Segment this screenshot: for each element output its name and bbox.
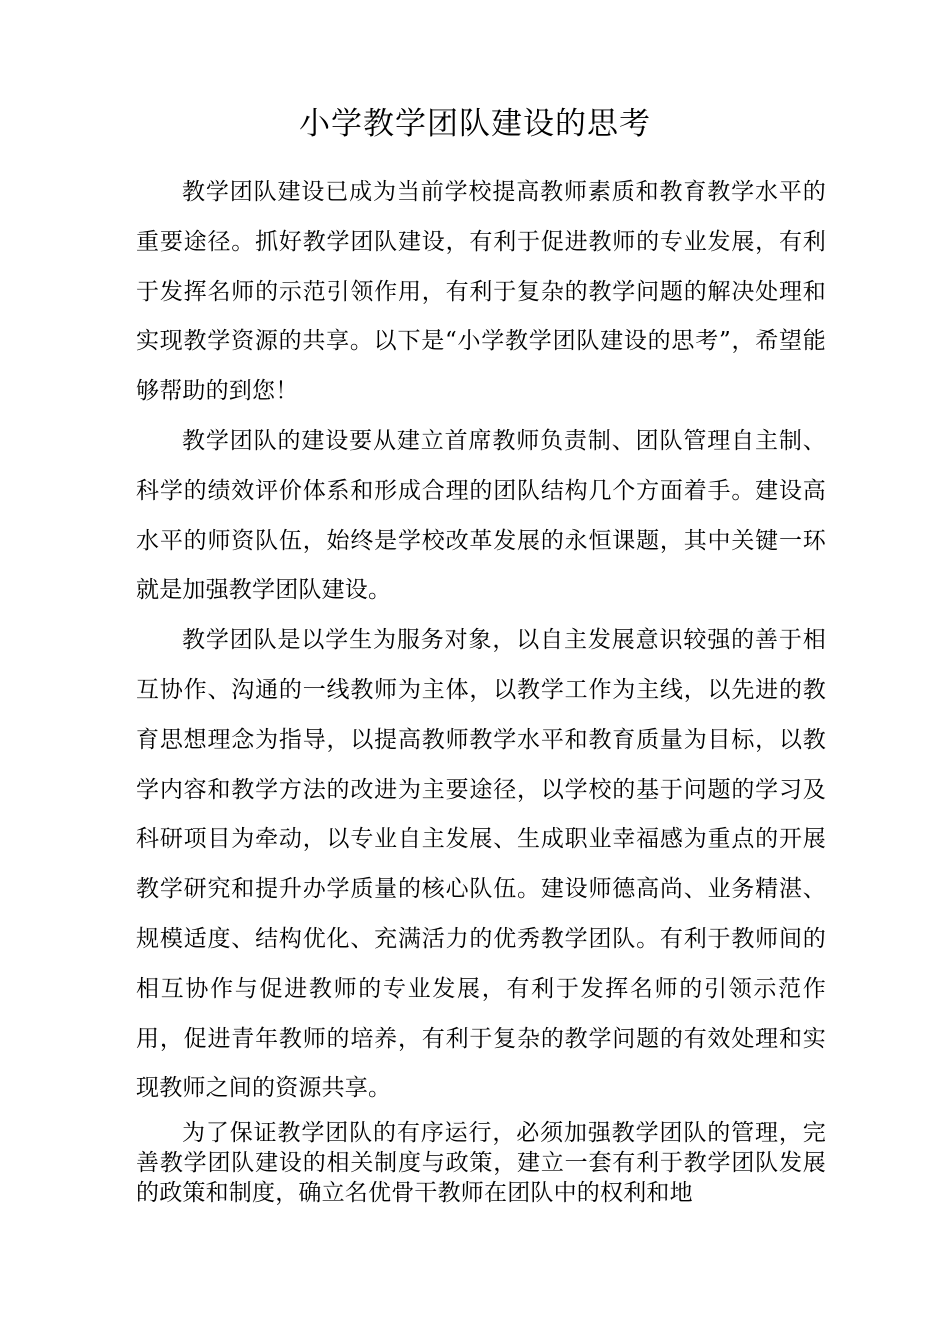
- paragraph-construction: 教学团队的建设要从建立首席教师负责制、团队管理自主制、科学的绩效评价体系和形成合理的团队结构几个方面着手。建设高水平的师资队伍，始终是学校改革发展的永恒课题，其中关键一环就是加强教学团队建设。: [136, 427, 826, 604]
- paragraph-management: 为了保证教学团队的有序运行，必须加强教学团队的管理，完善教学团队建设的相关制度与政策，建立一套有利于教学团队发展的政策和制度，确立名优骨干教师在团队中的权利和地: [136, 1120, 826, 1207]
- document-body: [136, 168, 826, 1208]
- document-title: 小学教学团队建设的思考: [299, 106, 651, 142]
- paragraph-definition: 教学团队是以学生为服务对象，以自主发展意识较强的善于相互协作、沟通的一线教师为主体，以教学工作为主线，以先进的教育思想理念为指导，以提高教师教学水平和教育质量为目标，以教学内容和教学方法的改进为主要途径，以学校的基于问题的学习及科研项目为牵动，以专业自主发展、生成职业幸福感为重点的开展教学研究和提升办学质量的核心队伍。建设师德高尚、业务精湛、规模适度、结构优化、充满活力的优秀教学团队。有利于教师间的相互协作与促进教师的专业发展，有利于发挥名师的引领示范作用，促进青年教师的培养，有利于复杂的教学问题的有效处理和实现教师之间的资源共享。: [136, 627, 826, 1102]
- paragraph-intro: 教学团队建设已成为当前学校提高教师素质和教育教学水平的重要途径。抓好教学团队建设，有利于促进教师的专业发展，有利于发挥名师的示范引领作用，有利于复杂的教学问题的解决处理和实现教学资源的共享。以下是“小学教学团队建设的思考”，希望能够帮助的到您！: [136, 179, 826, 405]
